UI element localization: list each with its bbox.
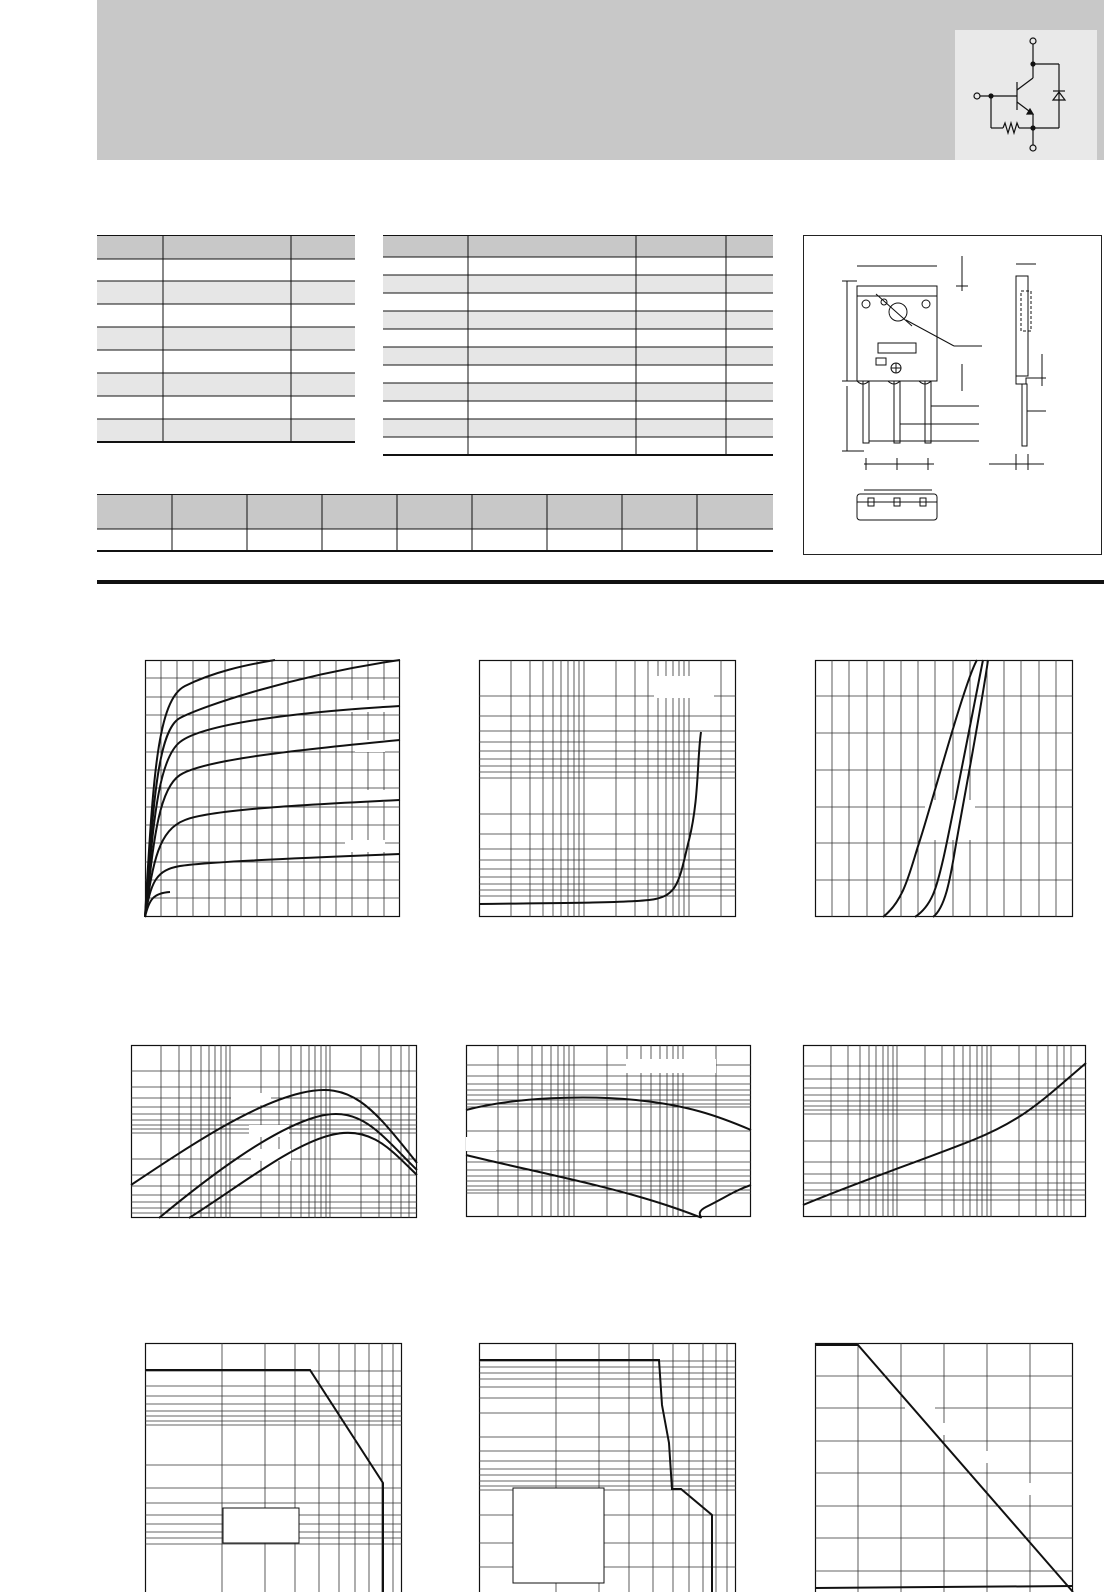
to3pf-package-outline-icon — [804, 236, 1101, 554]
switching-graph — [466, 1045, 751, 1217]
pc-ta-graph — [815, 1343, 1073, 1592]
ic-vbe-graph — [815, 660, 1073, 917]
electrical-characteristics-table — [383, 235, 773, 460]
thermal-graph — [803, 1045, 1086, 1217]
vce-sat-graph — [479, 660, 736, 917]
absolute-max-ratings-table — [97, 235, 355, 447]
section-divider — [97, 580, 1104, 584]
ic-vce-graph — [145, 660, 400, 917]
header-band — [97, 0, 1104, 160]
package-outline-panel — [803, 235, 1102, 555]
circuit-symbol — [955, 30, 1097, 160]
soa-graph — [145, 1343, 402, 1592]
hfe-ic-graph — [131, 1045, 417, 1218]
rbsoa-graph — [479, 1343, 736, 1592]
classification-table — [97, 494, 773, 554]
npn-transistor-with-damper-diode-icon — [955, 30, 1097, 160]
